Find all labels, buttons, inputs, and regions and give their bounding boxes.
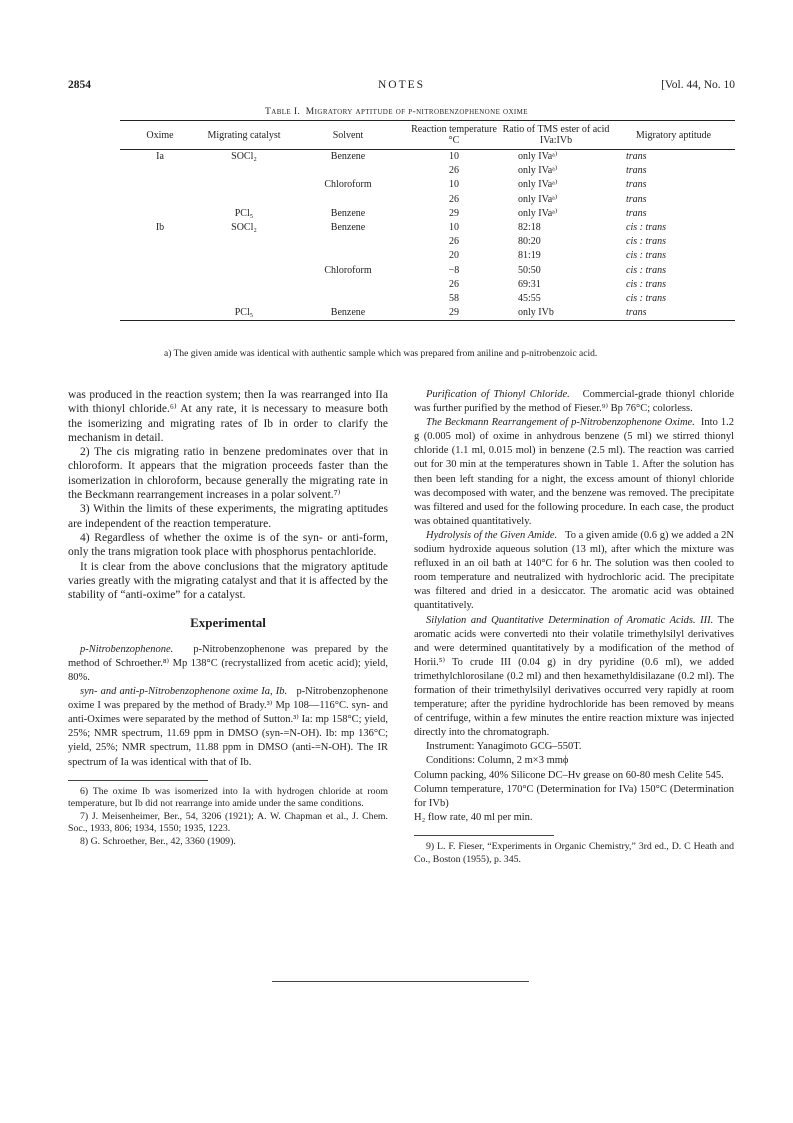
- table-row: [120, 249, 735, 263]
- table-cell: Benzene: [330, 151, 366, 162]
- table-cell: only IVaᵃ⁾: [518, 165, 558, 177]
- paragraph-body: Into 1.2 g (0.005 mol) of oxime in anhydrous benzene (5 ml) we stirred thionyl chloride (1.1 ml, 0.015 mol) in benzene (2.5 ml). The reaction was carried out for 30 min at the temperatures shown in Table 1. After the solution has then been left standing for a night, the excess amount of thionyl chloride was decomposed with water, and the benzene was removed. The precipitate was filtered and used for the following procedure. In each case, the product was obtained quantitatively.: [414, 417, 735, 527]
- table-cell: only IVaᵃ⁾: [518, 151, 558, 162]
- table-cell: only IVaᵃ⁾: [518, 207, 558, 219]
- table-row: [120, 150, 735, 165]
- paragraph: [68, 643, 388, 685]
- table-cell: trans: [626, 165, 647, 177]
- table-cell: [200, 235, 288, 249]
- table-cell: [120, 207, 200, 221]
- table-cell: [120, 249, 200, 263]
- table-cell: 10: [449, 151, 459, 162]
- table-cell: [288, 292, 408, 306]
- table-cell: trans: [626, 151, 647, 162]
- table-cell: Benzene: [330, 222, 366, 234]
- table-cell: 29: [449, 207, 459, 219]
- table-cell: [200, 164, 288, 178]
- footnote: 7) J. Meisenheimer, Ber., 54, 3206 (1921); A. W. Chapman et al., J. Chem. Soc., 1933, 806; 1934, 1550; 1935, 1223.: [68, 810, 388, 835]
- condition-item: Column, 2 m×3 mmϕ: [477, 755, 569, 767]
- migratory-aptitude-table: [120, 120, 735, 321]
- paragraph: 2) The cis migrating ratio in benzene predominates over that in chloroform. It appears that the migration proceeds faster than the isomerization in chloroform, because generally the migrating rate in the Beckmann rearrangement increases in a polar solvent.⁷⁾: [68, 446, 388, 502]
- table-cell: 69:31: [518, 278, 541, 290]
- table-cell: [288, 249, 408, 263]
- page-end-rule: [272, 981, 529, 982]
- table-cell: [288, 193, 408, 207]
- paragraph: [414, 388, 734, 416]
- paragraph-body: Commercial-grade thionyl chloride was further purified by the method of Fieser.⁹⁾ Bp 76°C; colorless.: [414, 389, 735, 415]
- table-cell: cis : trans: [626, 222, 666, 234]
- table-cell: [120, 264, 200, 278]
- table-cell: 29: [408, 306, 500, 321]
- paragraph: [68, 685, 388, 770]
- table-header-row: [120, 121, 735, 150]
- table-header: Oxime: [120, 121, 200, 150]
- table-cell: trans: [612, 306, 735, 321]
- table-cell: [120, 193, 200, 207]
- table-cell: trans: [626, 179, 647, 191]
- paragraph: 4) Regardless of whether the oxime is of the syn- or anti-form, only the trans migration took place with phosphorus pentachloride.: [68, 531, 388, 559]
- table-cell: cis : trans: [626, 250, 666, 262]
- paragraph: It is clear from the above conclusions that the migratory aptitude varies greatly with the migrating catalyst and that it is affected by the stability of “anti-oxime” for a catalyst.: [68, 560, 388, 602]
- table-header: Migrating catalyst: [200, 121, 288, 150]
- table-cell: trans: [626, 193, 647, 205]
- table-cell: [200, 292, 288, 306]
- instrument-line: Instrument: Yanagimoto GCG–550T.: [426, 741, 582, 753]
- left-column: [68, 388, 388, 849]
- table-cell: 80:20: [518, 236, 541, 248]
- table-cell: Ia: [156, 151, 164, 162]
- table-caption-title: Migratory aptitude of p-nitrobenzophenone oxime: [305, 107, 528, 117]
- section-heading: Experimental: [190, 615, 266, 631]
- table-cell: Chloroform: [324, 264, 372, 276]
- condition-item: Column temperature, 170°C (Determination for IVa) 150°C (Determination for IVb): [414, 783, 734, 809]
- footnote: 9) L. F. Fieser, “Experiments in Organic Chemistry,” 3rd ed., D. C Heath and Co., Boston (1955), p. 345.: [414, 840, 734, 865]
- conditions-label: Conditions:: [426, 755, 476, 767]
- table-row: [120, 164, 735, 178]
- table-cell: 20: [449, 250, 459, 262]
- table-row: [120, 278, 735, 292]
- table-caption-prefix: Table I.: [265, 107, 301, 117]
- table-cell: PCl₅: [200, 306, 288, 321]
- table-row: [120, 306, 735, 321]
- table-cell: 82:18: [518, 222, 541, 234]
- table-cell: [288, 278, 408, 292]
- volume-label: [Vol. 44, No. 10: [661, 79, 735, 91]
- table-cell: only IVaᵃ⁾: [518, 179, 558, 191]
- table-cell: trans: [626, 207, 647, 219]
- table-cell: [200, 264, 288, 278]
- table-cell: Chloroform: [324, 179, 372, 191]
- table-cell: [120, 306, 200, 321]
- table-cell: [120, 235, 200, 249]
- table-cell: Ib: [155, 222, 165, 234]
- table-cell: only IVb: [500, 306, 612, 321]
- table-cell: [120, 292, 200, 306]
- table-cell: 81:19: [518, 250, 541, 262]
- table-header: Ratio of TMS ester of acid IVa:IVb: [500, 121, 612, 150]
- table-footnote: a) The given amide was identical with authentic sample which was prepared from aniline and p-nitrobenzoic acid.: [164, 349, 598, 359]
- table-cell: [200, 249, 288, 263]
- table-cell: PCl₅: [234, 207, 254, 219]
- paragraph-title: Hydrolysis of the Given Amide.: [426, 529, 558, 541]
- table-cell: [120, 178, 200, 192]
- table-cell: 10: [449, 179, 459, 191]
- table-cell: [120, 164, 200, 178]
- table-row: [120, 193, 735, 207]
- table-cell: only IVaᵃ⁾: [518, 193, 558, 205]
- table-cell: cis : trans: [626, 236, 666, 248]
- paragraph: 3) Within the limits of these experiments, the migrating aptitudes are independent of the reaction temperature.: [68, 503, 388, 530]
- table-row: [120, 292, 735, 306]
- paragraph-body: To a given amide (0.6 g) we added a 2N sodium hydroxide aqueous solution (13 ml), after which the mixture was refluxed in an oil bath at 140°C for 6 hr. The solution was then cooled to room temperature and neutralized with hydrochloric acid. The precipitate was filtered and dried in a desiccator. The aromatic acid was obtained quantitatively.: [414, 529, 734, 612]
- paragraph: [414, 529, 734, 614]
- table-cell: Benzene: [288, 306, 408, 321]
- table-row: [120, 221, 735, 235]
- footnote-rule: [68, 780, 208, 781]
- paragraph-body: The aromatic acids were convertedi nto their volatile trimethylsilyl derivatives and were determined quantitatively by a modification of the method of Horii.⁵⁾ To crude III (0.04 g) in dry pyridine (0.6 ml), we added trimethylchlorosilane (0.2 ml) and then hexamethyldisilazane (0.2 ml). The formation of their trimethylsilyl derivatives occurred very rapidly at room temperature; after the pyridine hydrochloride has been removed by means of centrifuge, within a few minutes the entire reaction mixture was injected directly into the chromatograph.: [414, 614, 734, 739]
- condition-item: H₂ flow rate, 40 ml per min.: [414, 811, 533, 823]
- table-cell: [200, 278, 288, 292]
- table-cell: SOCl₂: [231, 222, 257, 234]
- table-cell: [288, 235, 408, 249]
- table-cell: [288, 164, 408, 178]
- running-header: [68, 79, 735, 97]
- table-row: [120, 207, 735, 221]
- footnote: 6) The oxime Ib was isomerized into Ia with hydrogen chloride at room temperature, but Ib did not rearrange into amide under the same conditions.: [68, 785, 388, 810]
- table-cell: 26: [449, 193, 459, 205]
- table-cell: 10: [449, 222, 459, 234]
- table-cell: cis : trans: [626, 293, 666, 305]
- table-row: [120, 264, 735, 278]
- paragraph: [414, 416, 734, 529]
- table-header: Reaction temperature °C: [408, 121, 500, 150]
- section-label: NOTES: [377, 79, 426, 91]
- table-cell: cis : trans: [626, 264, 666, 276]
- page-number: 2854: [68, 79, 91, 91]
- table-header: Migratory aptitude: [612, 121, 735, 150]
- table-cell: cis : trans: [626, 278, 666, 290]
- paragraph-title: The Beckmann Rearrangement of p-Nitrobenzophenone Oxime.: [426, 417, 695, 429]
- table-cell: 26: [449, 278, 459, 290]
- paragraph: was produced in the reaction system; then Ia was rearranged into IIa with thionyl chloride.⁶⁾ At any rate, it is necessary to measure both the isomerizing and migrating rates of Ib in order to clarify the mechanism in detail.: [68, 389, 388, 444]
- table-cell: 58: [449, 293, 459, 305]
- footnote: 8) G. Schroether, Ber., 42, 3360 (1909).: [80, 835, 236, 847]
- footnote-rule: [414, 835, 554, 836]
- condition-item: Column packing, 40% Silicone DC–Hv grease on 60-80 mesh Celite 545.: [414, 769, 724, 781]
- paragraph: [414, 614, 734, 741]
- table-header: Solvent: [288, 121, 408, 150]
- table-cell: SOCl₂: [231, 151, 257, 162]
- table-cell: [200, 193, 288, 207]
- paragraph-title: p-Nitrobenzophenone.: [80, 643, 174, 655]
- table-caption: [0, 107, 793, 117]
- paragraph-title: Silylation and Quantitative Determination of Aromatic Acids. III.: [426, 614, 714, 626]
- table-cell: 26: [449, 236, 459, 248]
- paragraph-body: p-Nitrobenzophenone was prepared by the method of Schroether.⁸⁾ Mp 138°C (recrystallized from acetic acid); yield, 80%.: [68, 643, 389, 683]
- paragraph-title: Purification of Thionyl Chloride.: [426, 389, 570, 400]
- conditions-line: [414, 754, 734, 768]
- table-cell: Benzene: [330, 207, 366, 219]
- paragraph-title: syn- and anti-p-Nitrobenzophenone oxime Ia, Ib.: [80, 686, 288, 698]
- table-cell: [120, 278, 200, 292]
- table-cell: [200, 178, 288, 192]
- table-cell: 26: [449, 165, 459, 177]
- table-row: [120, 178, 735, 192]
- paragraph-body: p-Nitrobenzophenone oxime I was prepared by the method of Brady.³⁾ Mp 108—116°C. syn- and anti-Oximes were separated by the method of Sutton.³⁾ Ia: mp 158°C; yield, 25%; NMR spectrum, 11.69 ppm in DMSO (syn-=N-OH). Ib: mp 136°C; yield, 25%; NMR spectrum, 11.88 ppm in DMSO (anti-=N-OH). The IR spectrum of Ia was identical with that of Ib.: [68, 686, 388, 768]
- table-cell: 50:50: [518, 264, 541, 276]
- table-cell: 45:55: [518, 293, 541, 305]
- right-column: [414, 388, 734, 866]
- table-row: [120, 235, 735, 249]
- table-cell: −8: [448, 264, 460, 276]
